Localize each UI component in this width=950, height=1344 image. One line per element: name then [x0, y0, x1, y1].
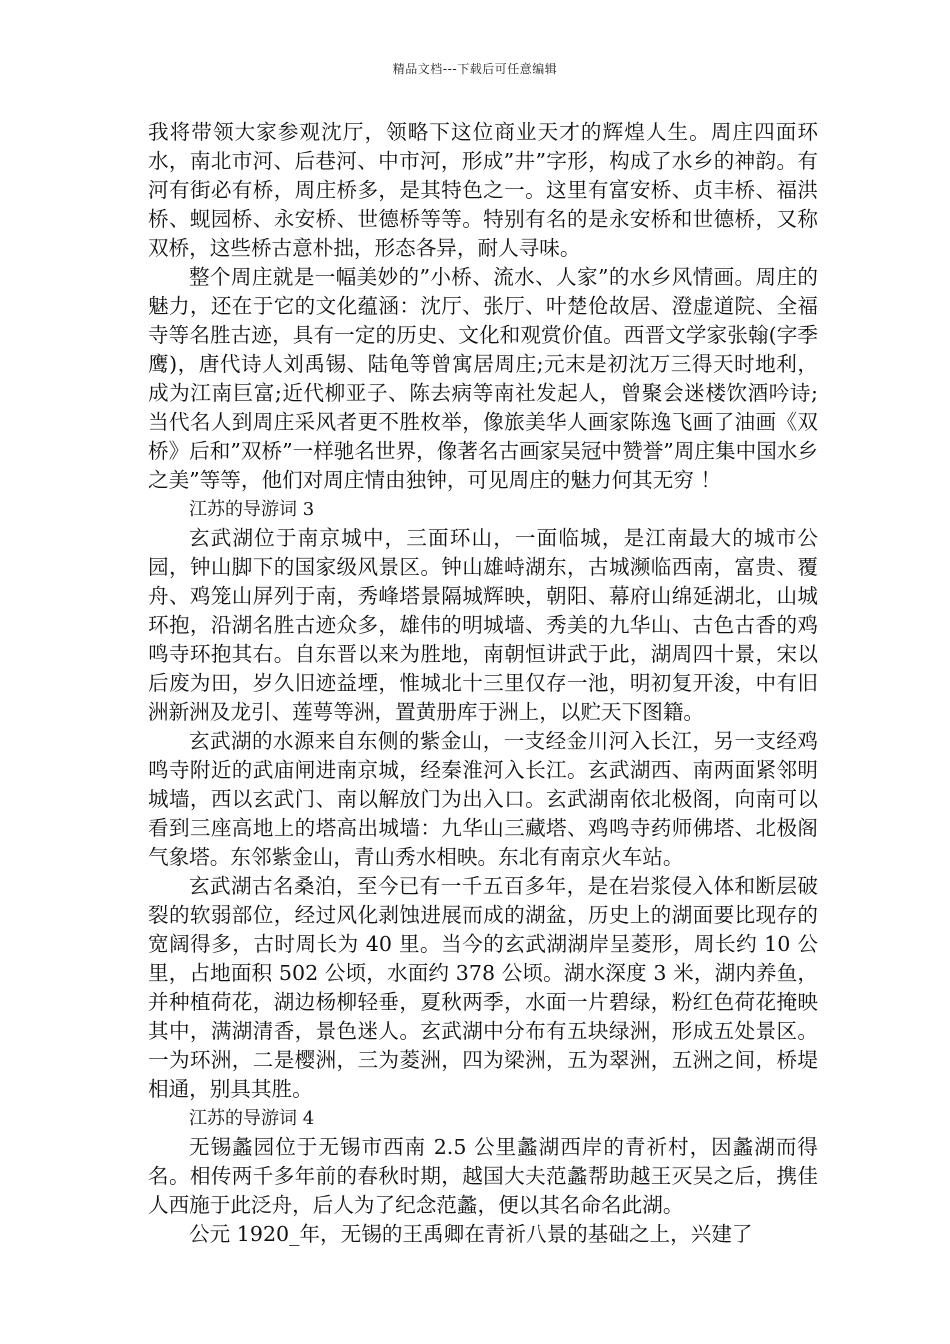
paragraph-zhouzhuang-culture: 整个周庄就是一幅美妙的”小桥、流水、人家”的水乡风情画。周庄的魅力，还在于它的文化蕴涵：沈厅、张厅、叶楚伧故居、澄虚道院、全福寺等名胜古迹，具有一定的历史、文化和观赏价值。西晋文学家张翰(字季鹰)，唐代诗人刘禹锡、陆龟等曾寓居周庄;元末是初沈万三得天时地利，成为江南巨富;近代柳亚子、陈去病等南社发起人，曾聚会迷楼饮酒吟诗;当代名人到周庄采风者更不胜枚举，像旅美华人画家陈逸飞画了油画《双桥》后和”双桥”一样驰名世界，像著名古画家吴冠中赞誉”周庄集中国水乡之美”等等，他们对周庄情由独钟，可见周庄的魅力何其无穷 ！	[148, 265, 818, 492]
section-heading-3: 江苏的导游词 3	[189, 499, 315, 520]
document-body	[148, 118, 818, 1249]
paragraph-liyuan-intro: 无锡蠡园位于无锡市西南 2.5 公里蠡湖西岸的青祈村，因蠡湖而得名。相传两千多年前的春秋时期，越国大夫范蠡帮助越王灭吴之后，携佳人西施于此泛舟，后人为了纪念范蠡，便以其名命名此湖。	[148, 1135, 818, 1217]
paragraph-xuanwu-lake-intro: 玄武湖位于南京城中，三面环山，一面临城，是江南最大的城市公园，钟山脚下的国家级风景区。钟山雄峙湖东，古城濒临西南，富贵、覆舟、鸡笼山屏列于南，秀峰塔景隔城辉映，朝阳、幕府山绵延湖北，山城环抱，沿湖名胜古迹众多，雄伟的明城墙、秀美的九华山、古色古香的鸡鸣寺环抱其右。自东晋以来为胜地，南朝恒讲武于此，湖周四十景，宋以后废为田，岁久旧迹益堙，惟城北十三里仅存一池，明初复开浚，中有旧洲新洲及龙引、莲萼等洲，置黄册库于洲上，以贮天下图籍。	[148, 526, 818, 724]
paragraph-zhouzhuang-bridges: 我将带领大家参观沈厅，领略下这位商业天才的辉煌人生。周庄四面环水，南北市河、后巷河、中市河，形成”井”字形，构成了水乡的神韵。有河有街必有桥，周庄桥多，是其特色之一。这里有富安桥、贞丰桥、福洪桥、蚬园桥、永安桥、世德桥等等。特别有名的是永安桥和世德桥，又称双桥，这些桥古意朴拙，形态各异，耐人寻味。	[148, 120, 818, 260]
paragraph-xuanwu-lake-history: 玄武湖古名桑泊，至今已有一千五百多年，是在岩浆侵入体和断层破裂的软弱部位，经过风化剥蚀进展而成的湖盆，历史上的湖面要比现存的宽阔得多，古时周长为 40 里。当今的玄武湖湖岸呈菱形，周长约 10 公里，占地面积 502 公顷，水面约 378 公顷。湖水深度 3 米，湖内养鱼，并种植荷花，湖边杨柳轻垂，夏秋两季，水面一片碧绿，粉红色荷花掩映其中，满湖清香，景色迷人。玄武湖中分布有五块绿洲，形成五处景区。一为环洲，二是樱洲，三为菱洲，四为梁洲，五为翠洲，五洲之间，桥堤相通，别具其胜。	[148, 874, 818, 1101]
paragraph-liyuan-history: 公元 1920_年，无锡的王禹卿在青祈八景的基础之上，兴建了	[189, 1222, 753, 1246]
page-header: 精品文档---下载后可任意编辑	[392, 62, 558, 76]
paragraph-xuanwu-lake-water: 玄武湖的水源来自东侧的紫金山，一支经金川河入长江，另一支经鸡鸣寺附近的武庙闸进南京城，经秦淮河入长江。玄武湖西、南两面紧邻明城墙，西以玄武门、南以解放门为出入口。玄武湖南依北极阁，向南可以看到三座高地上的塔高出城墙：九华山三藏塔、鸡鸣寺药师佛塔、北极阁气象塔。东邻紫金山，青山秀水相映。东北有南京火车站。	[148, 729, 818, 869]
section-heading-4: 江苏的导游词 4	[189, 1108, 315, 1129]
